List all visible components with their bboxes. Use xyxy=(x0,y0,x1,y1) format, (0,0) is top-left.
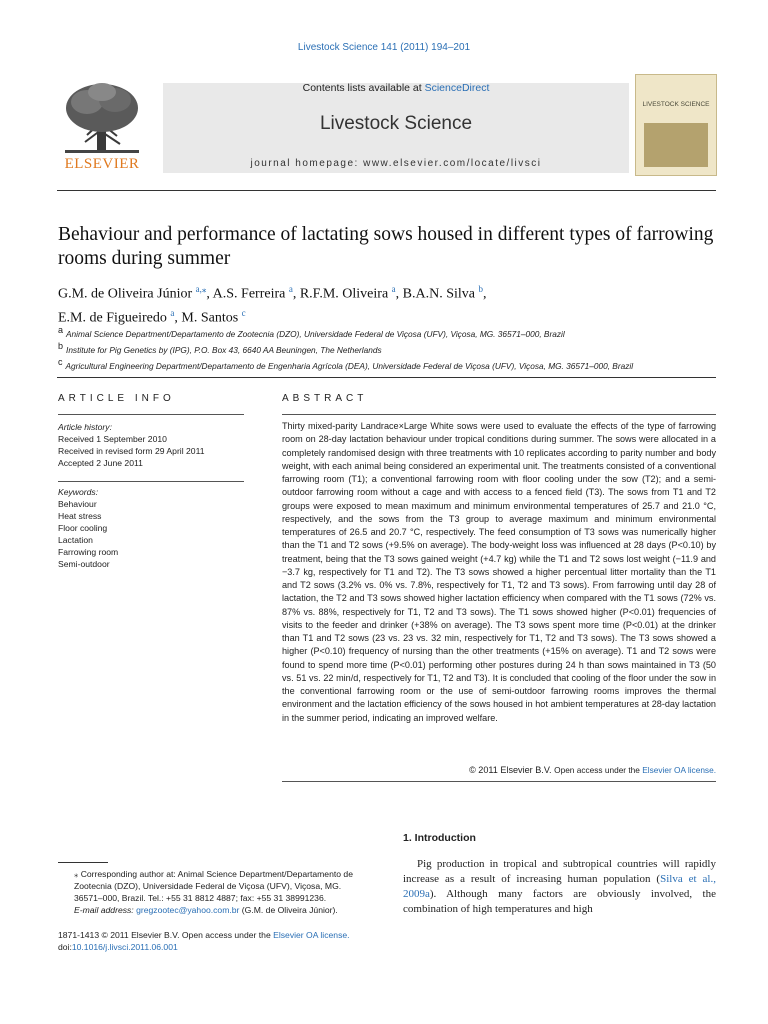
abstract-text: Thirty mixed-parity Landrace×Large White sows were used to evaluate the effects of the type of farrowing room on 28-day lactation behaviour under tropical conditions during summer. The sows were allocated in a completely randomised design with three treatments with 10 replicates according to parity number and body weight, with each animal being considered an experimental unit. The treatments consisted of a conventional farrowing room (T1); a conventional farrowing room with floor cooling under the sow (T2); and a semi-outdoor farrowing room without a cage and with access to a fenced field (T3). The sows from T1 and T2 groups were exposed to mean maximum and minimum environmental temperatures of 25.7 and 21.0 °C, respectively, and the sows from the T3 group to average maximum and minimum environmental temperatures of 26.5 and 20.7 °C, respectively. The feed consumption of T3 sows was numerically higher than the T1 and T2 sows (+9.5% on average). The body-weight loss was influenced at 28 days (P<0.10) by treatment, being that the T3 sows gained weight (+4.7 kg) while the T1 and T2 sows lost weight (−11.9 and −3.7 kg, respectively for T1 and T2). The T3 sows showed a higher percentual litter mortality than the T1 and T2 sows (3.2% vs. 0% vs. 7.8%, respectively for T1, T2 and T3 sows). From farrowing until day 28 of lactation, the T2 and T3 sows showed higher lactation efficiency when compared with the T1 sows (72% vs. 87% vs. 88%, respectively for T1, T2 and T3 sows). The T1 sows showed higher (P<0.01) frequencies of visits to the feeder and drinker (+38% on average). The T3 sows spent more time (P<0.01) at the drinker than T1 and T2 sows (23 vs. 23 vs. 32 min, respectively for T1, T2 and T3 sows). The T3 sows showed a higher (P<0.10) frequency of nursing than the other treatments (+15% on average). T1 and T2 sows were found to spend more time (P<0.01) performing other postures during 24 h than sows maintained in T3 (50 vs. 51 vs. 22 min/d, respectively for T1, T2 and T3). It is concluded that cooling of the floor under the sow in the conventional farrowing room or the use of semi-outdoor farrowing rooms improves the thermal environment and the lactation efficiency of the sows housed in hot ambient temperatures at 28-day lactation in the summer period, indicating an improved welfare. xyxy=(282,421,716,723)
journal-citation[interactable]: Livestock Science 141 (2011) 194–201 xyxy=(297,42,471,53)
author-line-1 xyxy=(58,280,718,304)
header-rule xyxy=(57,190,716,191)
footnote-body xyxy=(58,868,370,904)
intro-text-start: Pig production in tropical and subtropical countries will rapidly increase as a result of increasing human population ( xyxy=(403,858,716,885)
journal-name: Livestock Science xyxy=(319,113,473,134)
author-affiliation-marker[interactable]: a xyxy=(288,284,293,294)
affiliation-key: b xyxy=(58,340,64,351)
abstract-bottom-rule xyxy=(282,781,716,782)
author-separator: , xyxy=(174,310,182,326)
author-separator: , xyxy=(483,286,487,302)
keyword: Farrowing room xyxy=(58,547,119,557)
author-name: E.M. de Figueiredo xyxy=(58,310,171,326)
affiliation xyxy=(58,340,718,356)
open-access-prefix: Open access under the xyxy=(554,765,643,775)
doi-line xyxy=(58,941,370,953)
affiliation-text: Agricultural Engineering Department/Departamento de Engenharia Agrícola (DEA), Universidade Federal de Viçosa (UFV), Viçosa, MG. 36571–000, Brazil xyxy=(65,360,634,371)
author-name: M. Santos xyxy=(181,310,242,326)
article-title: Behaviour and performance of lactating sows housed in different types of farrowing rooms during summer xyxy=(58,224,714,269)
journal-homepage[interactable]: journal homepage: www.elsevier.com/locate/livsci xyxy=(250,158,542,169)
doi-prefix: doi: xyxy=(58,942,72,952)
contents-prefix: Contents lists available at xyxy=(302,82,425,94)
affiliations xyxy=(58,324,718,371)
author-affiliation-marker[interactable]: c xyxy=(241,307,246,318)
email-label: E-mail address: xyxy=(74,905,137,915)
footnote-email xyxy=(58,904,370,916)
article-history xyxy=(58,421,244,469)
affiliation-text: Animal Science Department/Departamento de Zootecnia (DZO), Universidade Federal de Viçosa (UFV), Viçosa, MG. 36571–000, Brazil xyxy=(66,328,565,339)
intro-text-end: ). Although many factors are obviously involved, the combination of high temperatures and high xyxy=(403,888,716,915)
citation-link[interactable]: Silva et al., 2009a xyxy=(403,873,716,900)
affiliation xyxy=(58,356,718,372)
cover-title: LIVESTOCK SCIENCE xyxy=(642,101,710,108)
abstract-heading: ABSTRACT xyxy=(282,393,368,404)
elsevier-wordmark: ELSEVIER xyxy=(64,156,140,172)
author-separator: , xyxy=(206,286,213,302)
keyword: Lactation xyxy=(58,535,93,545)
affiliation-text: Institute for Pig Genetics by (IPG), P.O. Box 43, 6640 AA Beuningen, The Netherlands xyxy=(66,344,382,355)
history-item: Received 1 September 2010 xyxy=(58,434,167,444)
footnote-rule xyxy=(58,862,108,863)
doi-link[interactable]: 10.1016/j.livsci.2011.06.001 xyxy=(71,942,178,952)
keywords-rule xyxy=(58,481,244,482)
keyword: Semi-outdoor xyxy=(58,559,110,569)
author-name: B.A.N. Silva xyxy=(402,286,479,302)
affiliation xyxy=(58,324,718,340)
cover-art xyxy=(644,123,708,167)
author-list xyxy=(58,280,718,327)
article-info-rule xyxy=(58,414,244,415)
keyword: Floor cooling xyxy=(58,523,108,533)
copyright-text: © 2011 Elsevier B.V. xyxy=(469,765,555,775)
email-suffix: (G.M. de Oliveira Júnior). xyxy=(239,905,338,915)
author-affiliation-marker[interactable]: b xyxy=(478,284,484,294)
affiliation-key: c xyxy=(58,356,63,367)
abstract-copyright xyxy=(282,765,716,775)
abstract-rule xyxy=(282,414,716,415)
corresponding-author-footnote xyxy=(58,868,370,916)
keywords-label: Keywords: xyxy=(58,487,99,497)
keywords xyxy=(58,486,244,570)
journal-cover-image xyxy=(635,74,717,176)
contents-line xyxy=(163,82,629,94)
oa-license-link[interactable]: Elsevier OA license. xyxy=(642,765,716,775)
sciencedirect-link[interactable]: ScienceDirect xyxy=(424,82,490,94)
history-label: Article history: xyxy=(58,422,112,432)
email-link[interactable]: gregzootec@yahoo.com.br xyxy=(136,905,240,915)
section-rule xyxy=(57,377,716,378)
author-name: R.F.M. Oliveira xyxy=(299,286,392,302)
issn-doi xyxy=(58,929,370,953)
author-name: A.S. Ferreira xyxy=(212,286,289,302)
author-separator: , xyxy=(395,286,403,302)
keyword: Heat stress xyxy=(58,511,102,521)
history-item: Accepted 2 June 2011 xyxy=(58,458,143,468)
keyword: Behaviour xyxy=(58,499,97,509)
footnote-text: Corresponding author at: Animal Science Department/Departamento de Zootecnia (DZO), Universidade Federal de Viçosa (UFV), Viçosa, MG. 36571–000, Brazil. Tel.: +55 31 8812 4887; fax: +55 31 38991236. xyxy=(74,869,353,903)
issn-oa-license-link[interactable]: Elsevier OA license. xyxy=(273,930,350,940)
author-affiliation-marker[interactable]: a,⁎ xyxy=(195,284,207,294)
history-item: Received in revised form 29 April 2011 xyxy=(58,446,205,456)
issn-line xyxy=(58,929,370,941)
introduction-heading: 1. Introduction xyxy=(403,832,476,844)
author-separator: , xyxy=(292,286,300,302)
issn-text: 1871-1413 © 2011 Elsevier B.V. Open access under the xyxy=(58,930,274,940)
author-affiliation-marker[interactable]: a xyxy=(170,307,175,318)
author-name: G.M. de Oliveira Júnior xyxy=(58,286,196,302)
footnote-marker: ⁎ xyxy=(74,869,79,879)
affiliation-key: a xyxy=(58,325,64,335)
author-affiliation-marker[interactable]: a xyxy=(391,284,396,294)
introduction-text xyxy=(403,857,716,917)
article-info-heading: ARTICLE INFO xyxy=(58,393,175,404)
